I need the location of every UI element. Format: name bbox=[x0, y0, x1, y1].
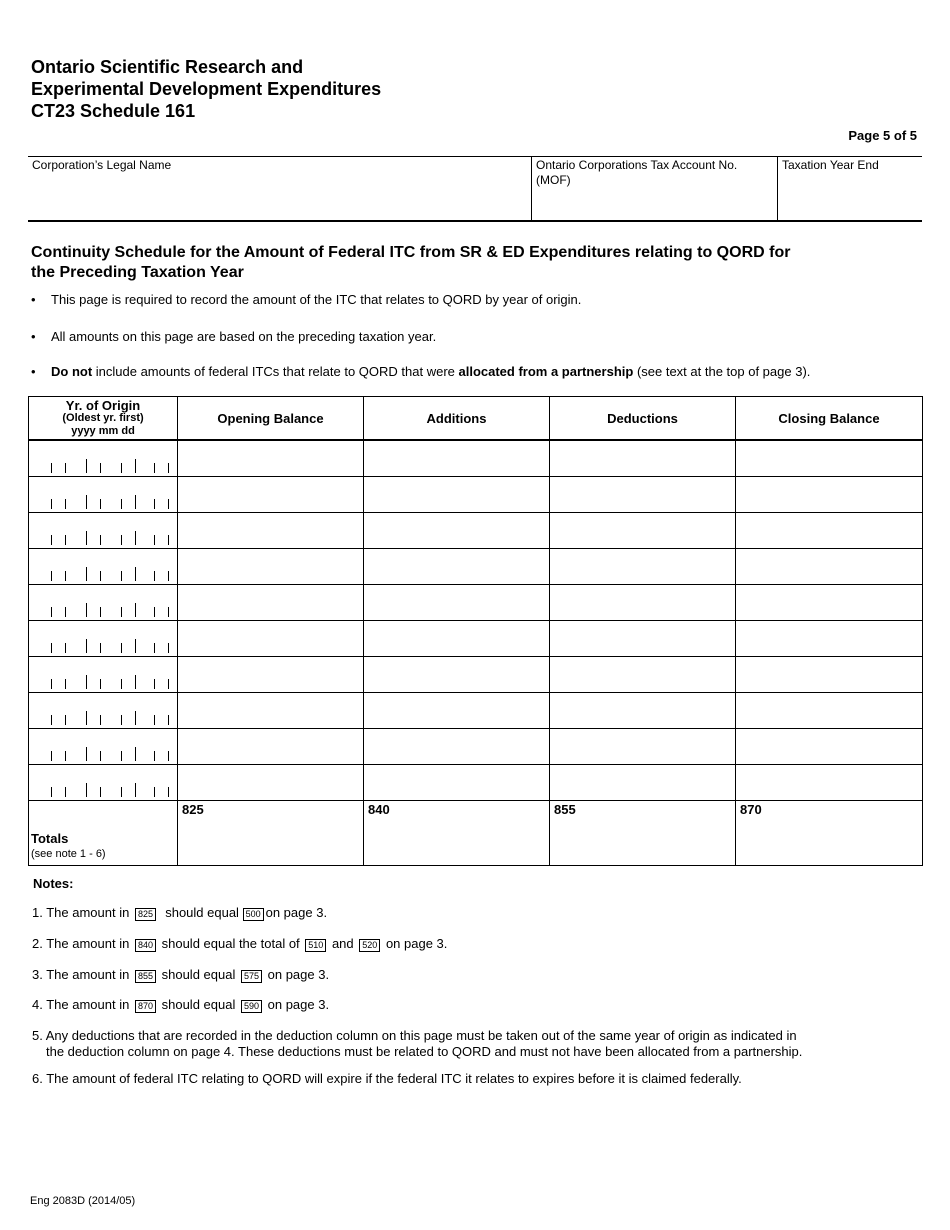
closing-balance-input[interactable] bbox=[736, 441, 922, 476]
note-text: should equal bbox=[161, 997, 236, 1012]
date-digit-tick bbox=[168, 463, 169, 473]
note-3 bbox=[32, 967, 329, 983]
date-digit-separators bbox=[43, 747, 173, 761]
year-of-origin-date-field[interactable] bbox=[29, 621, 178, 657]
bullet-item bbox=[31, 292, 581, 308]
note-text: should equal bbox=[165, 905, 239, 920]
date-digit-tick bbox=[86, 675, 87, 689]
closing-balance-input[interactable] bbox=[736, 657, 922, 692]
closing-balance-input[interactable] bbox=[736, 585, 922, 620]
closing-balance-input[interactable] bbox=[736, 477, 922, 512]
date-digit-tick bbox=[168, 787, 169, 797]
additions-input[interactable] bbox=[364, 513, 549, 548]
opening-balance-input[interactable] bbox=[178, 657, 363, 692]
date-digit-tick bbox=[65, 787, 66, 797]
closing-balance-cell bbox=[736, 513, 923, 549]
note-text: on page 3. bbox=[265, 905, 328, 920]
closing-balance-cell bbox=[736, 440, 923, 477]
opening-balance-cell bbox=[178, 549, 364, 585]
closing-balance-cell bbox=[736, 585, 923, 621]
table-row bbox=[29, 729, 923, 765]
line-reference-box: 590 bbox=[241, 1000, 262, 1013]
tax-account-label-mof: (MOF) bbox=[536, 173, 571, 187]
date-digit-tick bbox=[86, 531, 87, 545]
total-deductions[interactable] bbox=[550, 801, 736, 866]
date-digit-separators bbox=[43, 495, 173, 509]
line-reference-box: 825 bbox=[135, 908, 156, 921]
note-text: and bbox=[331, 936, 354, 951]
closing-balance-input[interactable] bbox=[736, 729, 922, 764]
line-code: 840 bbox=[368, 802, 390, 817]
date-digit-tick bbox=[100, 571, 101, 581]
deductions-input[interactable] bbox=[550, 549, 735, 584]
year-of-origin-date-field[interactable] bbox=[29, 693, 178, 729]
date-digit-tick bbox=[121, 715, 122, 725]
year-of-origin-date-field[interactable] bbox=[29, 657, 178, 693]
deductions-input[interactable] bbox=[550, 585, 735, 620]
note-5 bbox=[32, 1028, 802, 1060]
year-of-origin-date-field[interactable] bbox=[29, 440, 178, 477]
date-digit-tick bbox=[135, 603, 136, 617]
col-opening-balance: Opening Balance bbox=[178, 397, 364, 441]
opening-balance-input[interactable] bbox=[178, 477, 363, 512]
date-digit-tick bbox=[154, 715, 155, 725]
opening-balance-input[interactable] bbox=[178, 621, 363, 656]
bullet-emphasis: Do not bbox=[51, 364, 93, 379]
note-6 bbox=[32, 1071, 742, 1087]
notes-heading: Notes: bbox=[33, 876, 74, 891]
deductions-input[interactable] bbox=[550, 693, 735, 728]
date-digit-tick bbox=[121, 751, 122, 761]
date-digit-tick bbox=[154, 499, 155, 509]
date-digit-tick bbox=[51, 787, 52, 797]
title-line-2: Experimental Development Expenditures bbox=[31, 79, 382, 99]
date-digit-tick bbox=[168, 571, 169, 581]
bullet-symbol: • bbox=[31, 329, 36, 344]
date-digit-tick bbox=[51, 715, 52, 725]
legal-name-label: Corporation’s Legal Name bbox=[32, 158, 172, 172]
opening-balance-input[interactable] bbox=[178, 585, 363, 620]
note-text: on page 3. bbox=[267, 997, 330, 1012]
bullet-symbol: • bbox=[31, 292, 36, 307]
opening-balance-input[interactable] bbox=[178, 765, 363, 800]
opening-balance-cell bbox=[178, 440, 364, 477]
date-digit-tick bbox=[65, 571, 66, 581]
note-text: the deduction column on page 4. These deductions must be related to QORD and must not have been allocated from a partnership. bbox=[46, 1044, 803, 1059]
date-digit-tick bbox=[51, 643, 52, 653]
legal-name-field[interactable] bbox=[32, 179, 527, 199]
additions-cell bbox=[364, 477, 550, 513]
total-opening-balance[interactable] bbox=[178, 801, 364, 866]
date-digit-tick bbox=[154, 751, 155, 761]
taxation-year-end-label: Taxation Year End bbox=[782, 158, 879, 172]
additions-input[interactable] bbox=[364, 585, 549, 620]
date-digit-tick bbox=[168, 535, 169, 545]
year-of-origin-date-field[interactable] bbox=[29, 513, 178, 549]
opening-balance-input[interactable] bbox=[178, 441, 363, 476]
date-digit-tick bbox=[121, 571, 122, 581]
deductions-input[interactable] bbox=[550, 729, 735, 764]
date-digit-tick bbox=[86, 711, 87, 725]
deductions-cell bbox=[550, 513, 736, 549]
closing-balance-cell bbox=[736, 657, 923, 693]
date-digit-tick bbox=[86, 567, 87, 581]
bullet-text: All amounts on this page are based on the preceding taxation year. bbox=[51, 329, 437, 344]
identification-header bbox=[28, 156, 922, 222]
date-digit-tick bbox=[135, 567, 136, 581]
date-digit-tick bbox=[100, 643, 101, 653]
date-digit-tick bbox=[65, 463, 66, 473]
opening-balance-input[interactable] bbox=[178, 729, 363, 764]
date-digit-tick bbox=[135, 495, 136, 509]
date-digit-tick bbox=[135, 783, 136, 797]
date-digit-tick bbox=[168, 715, 169, 725]
opening-balance-input[interactable] bbox=[178, 513, 363, 548]
date-digit-tick bbox=[168, 499, 169, 509]
opening-balance-cell bbox=[178, 657, 364, 693]
year-of-origin-date-field[interactable] bbox=[29, 729, 178, 765]
deductions-cell bbox=[550, 621, 736, 657]
deductions-input[interactable] bbox=[550, 621, 735, 656]
date-digit-tick bbox=[168, 607, 169, 617]
legal-name-cell bbox=[28, 157, 531, 220]
date-digit-tick bbox=[100, 715, 101, 725]
bullet-emphasis: allocated from a partnership bbox=[458, 364, 634, 379]
table-row bbox=[29, 621, 923, 657]
closing-balance-input[interactable] bbox=[736, 513, 922, 548]
date-digit-tick bbox=[135, 639, 136, 653]
date-digit-tick bbox=[86, 459, 87, 473]
date-digit-tick bbox=[86, 783, 87, 797]
date-digit-tick bbox=[51, 679, 52, 689]
additions-cell bbox=[364, 549, 550, 585]
date-digit-separators bbox=[43, 459, 173, 473]
date-digit-separators bbox=[43, 783, 173, 797]
line-reference-box: 520 bbox=[359, 939, 380, 952]
total-additions[interactable] bbox=[364, 801, 550, 866]
year-of-origin-date-field[interactable] bbox=[29, 477, 178, 513]
note-text: 4. The amount in bbox=[32, 997, 130, 1012]
page-number: Page 5 of 5 bbox=[848, 128, 917, 143]
date-digit-tick bbox=[86, 495, 87, 509]
additions-input[interactable] bbox=[364, 477, 549, 512]
totals-note: (see note 1 - 6) bbox=[31, 848, 106, 860]
date-digit-tick bbox=[65, 643, 66, 653]
col-year-sublabel: (Oldest yr. first) bbox=[62, 411, 144, 424]
continuity-table bbox=[28, 396, 923, 866]
additions-input[interactable] bbox=[364, 621, 549, 656]
date-digit-tick bbox=[65, 535, 66, 545]
date-digit-tick bbox=[65, 679, 66, 689]
title-line-3: CT23 Schedule 161 bbox=[31, 101, 196, 121]
opening-balance-cell bbox=[178, 729, 364, 765]
col-year-format: yyyy mm dd bbox=[71, 424, 135, 437]
date-digit-tick bbox=[135, 675, 136, 689]
date-digit-tick bbox=[100, 607, 101, 617]
date-digit-tick bbox=[121, 787, 122, 797]
date-digit-tick bbox=[100, 751, 101, 761]
tax-account-cell bbox=[531, 157, 777, 220]
date-digit-separators bbox=[43, 567, 173, 581]
note-text: should equal the total of bbox=[161, 936, 300, 951]
additions-input[interactable] bbox=[364, 765, 549, 800]
date-digit-tick bbox=[65, 715, 66, 725]
additions-cell bbox=[364, 440, 550, 477]
additions-input[interactable] bbox=[364, 693, 549, 728]
section-heading-line-1: Continuity Schedule for the Amount of Federal ITC from SR & ED Expenditures relating to QORD for bbox=[31, 244, 791, 261]
deductions-cell bbox=[550, 549, 736, 585]
table-header-row bbox=[29, 397, 923, 441]
bullet-text: include amounts of federal ITCs that relate to QORD that were bbox=[92, 364, 459, 379]
additions-cell bbox=[364, 765, 550, 801]
table-row bbox=[29, 585, 923, 621]
additions-cell bbox=[364, 693, 550, 729]
date-digit-separators bbox=[43, 603, 173, 617]
closing-balance-input[interactable] bbox=[736, 621, 922, 656]
opening-balance-cell bbox=[178, 693, 364, 729]
note-text: 3. The amount in bbox=[32, 967, 130, 982]
date-digit-tick bbox=[154, 571, 155, 581]
closing-balance-cell bbox=[736, 621, 923, 657]
date-digit-tick bbox=[65, 499, 66, 509]
totals-label: Totals bbox=[31, 831, 69, 846]
table-row bbox=[29, 477, 923, 513]
date-digit-tick bbox=[135, 459, 136, 473]
total-closing-balance[interactable] bbox=[736, 801, 923, 866]
note-text: 5. Any deductions that are recorded in the deduction column on this page must be taken out of the same year of origin as indicated in bbox=[32, 1028, 797, 1043]
date-digit-tick bbox=[154, 535, 155, 545]
closing-balance-input[interactable] bbox=[736, 549, 922, 584]
date-digit-tick bbox=[168, 643, 169, 653]
date-digit-tick bbox=[86, 603, 87, 617]
totals-row bbox=[29, 801, 923, 866]
deductions-input[interactable] bbox=[550, 513, 735, 548]
date-digit-tick bbox=[86, 639, 87, 653]
additions-input[interactable] bbox=[364, 729, 549, 764]
date-digit-tick bbox=[51, 499, 52, 509]
date-digit-tick bbox=[65, 607, 66, 617]
year-of-origin-date-field[interactable] bbox=[29, 549, 178, 585]
additions-input[interactable] bbox=[364, 549, 549, 584]
additions-input[interactable] bbox=[364, 657, 549, 692]
date-digit-tick bbox=[154, 679, 155, 689]
closing-balance-cell bbox=[736, 765, 923, 801]
note-text: should equal bbox=[161, 967, 236, 982]
additions-cell bbox=[364, 657, 550, 693]
date-digit-tick bbox=[100, 787, 101, 797]
line-reference-box: 840 bbox=[135, 939, 156, 952]
additions-cell bbox=[364, 729, 550, 765]
bullet-item bbox=[31, 364, 810, 380]
line-reference-box: 575 bbox=[241, 970, 262, 983]
date-digit-tick bbox=[100, 463, 101, 473]
date-digit-tick bbox=[168, 751, 169, 761]
date-digit-tick bbox=[65, 751, 66, 761]
opening-balance-cell bbox=[178, 585, 364, 621]
date-digit-tick bbox=[51, 463, 52, 473]
date-digit-tick bbox=[121, 679, 122, 689]
section-heading-line-2: the Preceding Taxation Year bbox=[31, 264, 244, 281]
table-row bbox=[29, 693, 923, 729]
note-4 bbox=[32, 997, 329, 1013]
deductions-input[interactable] bbox=[550, 657, 735, 692]
date-digit-tick bbox=[51, 751, 52, 761]
deductions-input[interactable] bbox=[550, 441, 735, 476]
col-closing-balance: Closing Balance bbox=[736, 397, 923, 441]
date-digit-tick bbox=[51, 571, 52, 581]
closing-balance-cell bbox=[736, 729, 923, 765]
date-digit-tick bbox=[154, 643, 155, 653]
additions-cell bbox=[364, 513, 550, 549]
note-text: 2. The amount in bbox=[32, 936, 130, 951]
line-code: 855 bbox=[554, 802, 576, 817]
form-number: Eng 2083D (2014/05) bbox=[30, 1195, 136, 1207]
date-digit-tick bbox=[121, 463, 122, 473]
note-text: on page 3. bbox=[385, 936, 448, 951]
table-row bbox=[29, 657, 923, 693]
date-digit-separators bbox=[43, 639, 173, 653]
closing-balance-cell bbox=[736, 693, 923, 729]
opening-balance-input[interactable] bbox=[178, 549, 363, 584]
year-of-origin-date-field[interactable] bbox=[29, 585, 178, 621]
col-deductions: Deductions bbox=[550, 397, 736, 441]
deductions-cell bbox=[550, 693, 736, 729]
opening-balance-cell bbox=[178, 513, 364, 549]
additions-cell bbox=[364, 621, 550, 657]
note-2 bbox=[32, 936, 447, 952]
deductions-input[interactable] bbox=[550, 765, 735, 800]
form-title bbox=[31, 56, 381, 122]
date-digit-tick bbox=[121, 499, 122, 509]
additions-input[interactable] bbox=[364, 441, 549, 476]
additions-cell bbox=[364, 585, 550, 621]
taxation-year-end-cell bbox=[777, 157, 922, 220]
deductions-cell bbox=[550, 440, 736, 477]
col-additions: Additions bbox=[364, 397, 550, 441]
date-digit-tick bbox=[51, 607, 52, 617]
date-digit-tick bbox=[154, 787, 155, 797]
line-reference-box: 510 bbox=[305, 939, 326, 952]
deductions-cell bbox=[550, 765, 736, 801]
note-1 bbox=[32, 905, 327, 921]
deductions-cell bbox=[550, 729, 736, 765]
deductions-cell bbox=[550, 657, 736, 693]
opening-balance-cell bbox=[178, 765, 364, 801]
tax-account-label: Ontario Corporations Tax Account No. bbox=[536, 158, 738, 172]
deductions-input[interactable] bbox=[550, 477, 735, 512]
deductions-cell bbox=[550, 477, 736, 513]
col-year-label: Yr. of Origin bbox=[65, 397, 141, 413]
year-of-origin-date-field[interactable] bbox=[29, 765, 178, 801]
taxation-year-end-field[interactable] bbox=[782, 179, 918, 199]
opening-balance-cell bbox=[178, 477, 364, 513]
date-digit-tick bbox=[168, 679, 169, 689]
bullet-symbol: • bbox=[31, 364, 36, 379]
date-digit-tick bbox=[135, 747, 136, 761]
tax-account-field[interactable] bbox=[536, 188, 773, 208]
note-text: 6. The amount of federal ITC relating to QORD will expire if the federal ITC it relates to expires before it is claimed federally. bbox=[32, 1071, 742, 1086]
note-text: on page 3. bbox=[267, 967, 330, 982]
totals-label-cell bbox=[29, 801, 178, 866]
date-digit-tick bbox=[51, 535, 52, 545]
line-reference-box: 870 bbox=[135, 1000, 156, 1013]
date-digit-tick bbox=[121, 643, 122, 653]
section-heading bbox=[31, 243, 871, 283]
line-code: 825 bbox=[182, 802, 204, 817]
date-digit-separators bbox=[43, 531, 173, 545]
date-digit-separators bbox=[43, 711, 173, 725]
date-digit-tick bbox=[121, 607, 122, 617]
table-row bbox=[29, 549, 923, 585]
opening-balance-input[interactable] bbox=[178, 693, 363, 728]
date-digit-tick bbox=[100, 499, 101, 509]
line-reference-box: 500 bbox=[243, 908, 264, 921]
date-digit-tick bbox=[100, 535, 101, 545]
table-row bbox=[29, 765, 923, 801]
closing-balance-cell bbox=[736, 477, 923, 513]
col-year-of-origin bbox=[29, 397, 178, 441]
date-digit-tick bbox=[154, 607, 155, 617]
date-digit-tick bbox=[121, 535, 122, 545]
table-row bbox=[29, 440, 923, 477]
closing-balance-cell bbox=[736, 549, 923, 585]
date-digit-tick bbox=[154, 463, 155, 473]
closing-balance-input[interactable] bbox=[736, 693, 922, 728]
bullet-text: This page is required to record the amount of the ITC that relates to QORD by year of origin. bbox=[51, 292, 582, 307]
note-text: 1. The amount in bbox=[32, 905, 130, 920]
date-digit-tick bbox=[135, 711, 136, 725]
date-digit-tick bbox=[100, 679, 101, 689]
opening-balance-cell bbox=[178, 621, 364, 657]
bullet-text: (see text at the top of page 3). bbox=[633, 364, 811, 379]
bullet-item bbox=[31, 329, 436, 345]
line-reference-box: 855 bbox=[135, 970, 156, 983]
line-code: 870 bbox=[740, 802, 762, 817]
date-digit-tick bbox=[135, 531, 136, 545]
table-row bbox=[29, 513, 923, 549]
deductions-cell bbox=[550, 585, 736, 621]
closing-balance-input[interactable] bbox=[736, 765, 922, 800]
date-digit-separators bbox=[43, 675, 173, 689]
title-line-1: Ontario Scientific Research and bbox=[31, 57, 304, 77]
date-digit-tick bbox=[86, 747, 87, 761]
